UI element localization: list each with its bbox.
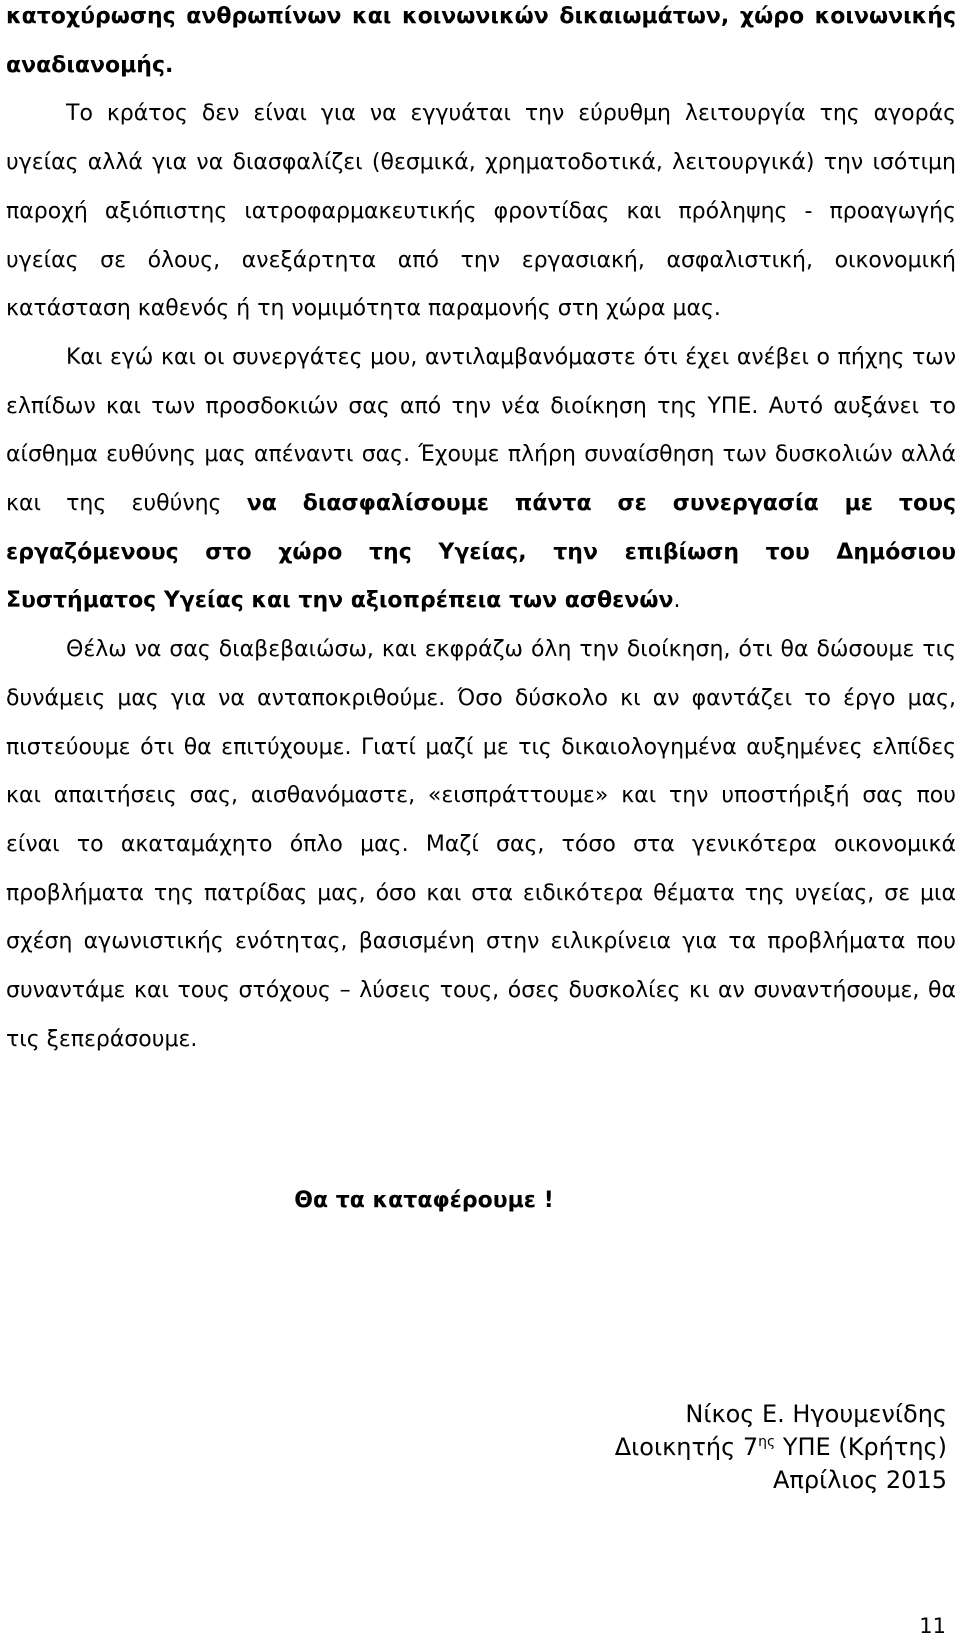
expectations-end: . [673, 588, 681, 614]
expectations-text: Και εγώ και οι συνεργάτες μου, αντιλαμβανόμαστε ότι έχει ανέβει ο πήχης των ελπίδων και των προσδοκιών σας από την νέα διοίκηση της ΥΠΕ. Αυτό αυξάνει το αίσθημα ευθύνης μας απέναντι σας. Έχουμε πλήρη συναίσθηση των δυσκολιών αλλά και της ευθύνης [6, 344, 956, 517]
expectations-bold-commitment: να διασφαλίσουμε πάντα σε συνεργασία με τους εργαζόμενους στο χώρο της Υγείας, την επιβίωση του Δημόσιου Συστήματος Υγείας και την αξιοπρέπεια των ασθενών [6, 491, 956, 614]
signatory-title [615, 1431, 947, 1464]
title-superscript: ης [758, 1434, 776, 1450]
signatory-name: Νίκος Ε. Ηγουμενίδης [685, 1400, 947, 1428]
document-page [6, 0, 956, 1064]
title-suffix: ΥΠΕ (Κρήτης) [775, 1433, 947, 1461]
opening-paragraph: κατοχύρωσης ανθρωπίνων και κοινωνικών δικαιωμάτων, χώρο κοινωνικής αναδιανομής. [6, 4, 956, 78]
title-prefix: Διοικητής 7 [614, 1433, 759, 1461]
signature-date: Απρίλιος 2015 [772, 1466, 947, 1494]
paragraph-assurance: Θέλω να σας διαβεβαιώσω, και εκφράζω όλη την διοίκηση, ότι θα δώσουμε τις δυνάμεις μας για να ανταποκριθούμε. Όσο δύσκολο κι αν φαντάζει το έργο μας, πιστεύουμε ότι θα επιτύχουμε. Γιατί μαζί με τις δικαιολογημένα αυξημένες ελπίδες και απαιτήσεις σας, αισθανόμαστε, «εισπράττουμε» και την υποστήριξή σας που είναι το ακαταμάχητο όπλο μας. Μαζί σας, τόσο στα γενικότερα οικονομικά προβλήματα της πατρίδας μας, όσο και στα ειδικότερα θέματα της υγείας, σε μια σχέση αγωνιστικής ενότητας, βασισμένη στην ειλικρίνεια για τα προβλήματα που συναντάμε και τους στόχους – λύσεις τους, όσες δυσκολίες κι αν συναντήσουμε, θα τις ξεπεράσουμε. [6, 637, 956, 1052]
page-number: 11 [919, 1614, 946, 1638]
paragraph-expectations [6, 334, 956, 626]
signature-block [615, 1398, 947, 1497]
paragraph-state-role: Το κράτος δεν είναι για να εγγυάται την εύρυθμη λειτουργία της αγοράς υγείας αλλά για να διασφαλίζει (θεσμικά, χρηματοδοτικά, λειτουργικά) την ισότιμη παροχή αξιόπιστης ιατροφαρμακευτικής φροντίδας και πρόληψης - προαγωγής υγείας σε όλους, ανεξάρτητα από την εργασιακή, ασφαλιστική, οικονομική κατάσταση καθενός ή τη νομιμότητα παραμονής στη χώρα μας. [6, 101, 956, 322]
closing-text: Θα τα καταφέρουμε ! [294, 1188, 554, 1213]
closing-statement [0, 1188, 950, 1213]
